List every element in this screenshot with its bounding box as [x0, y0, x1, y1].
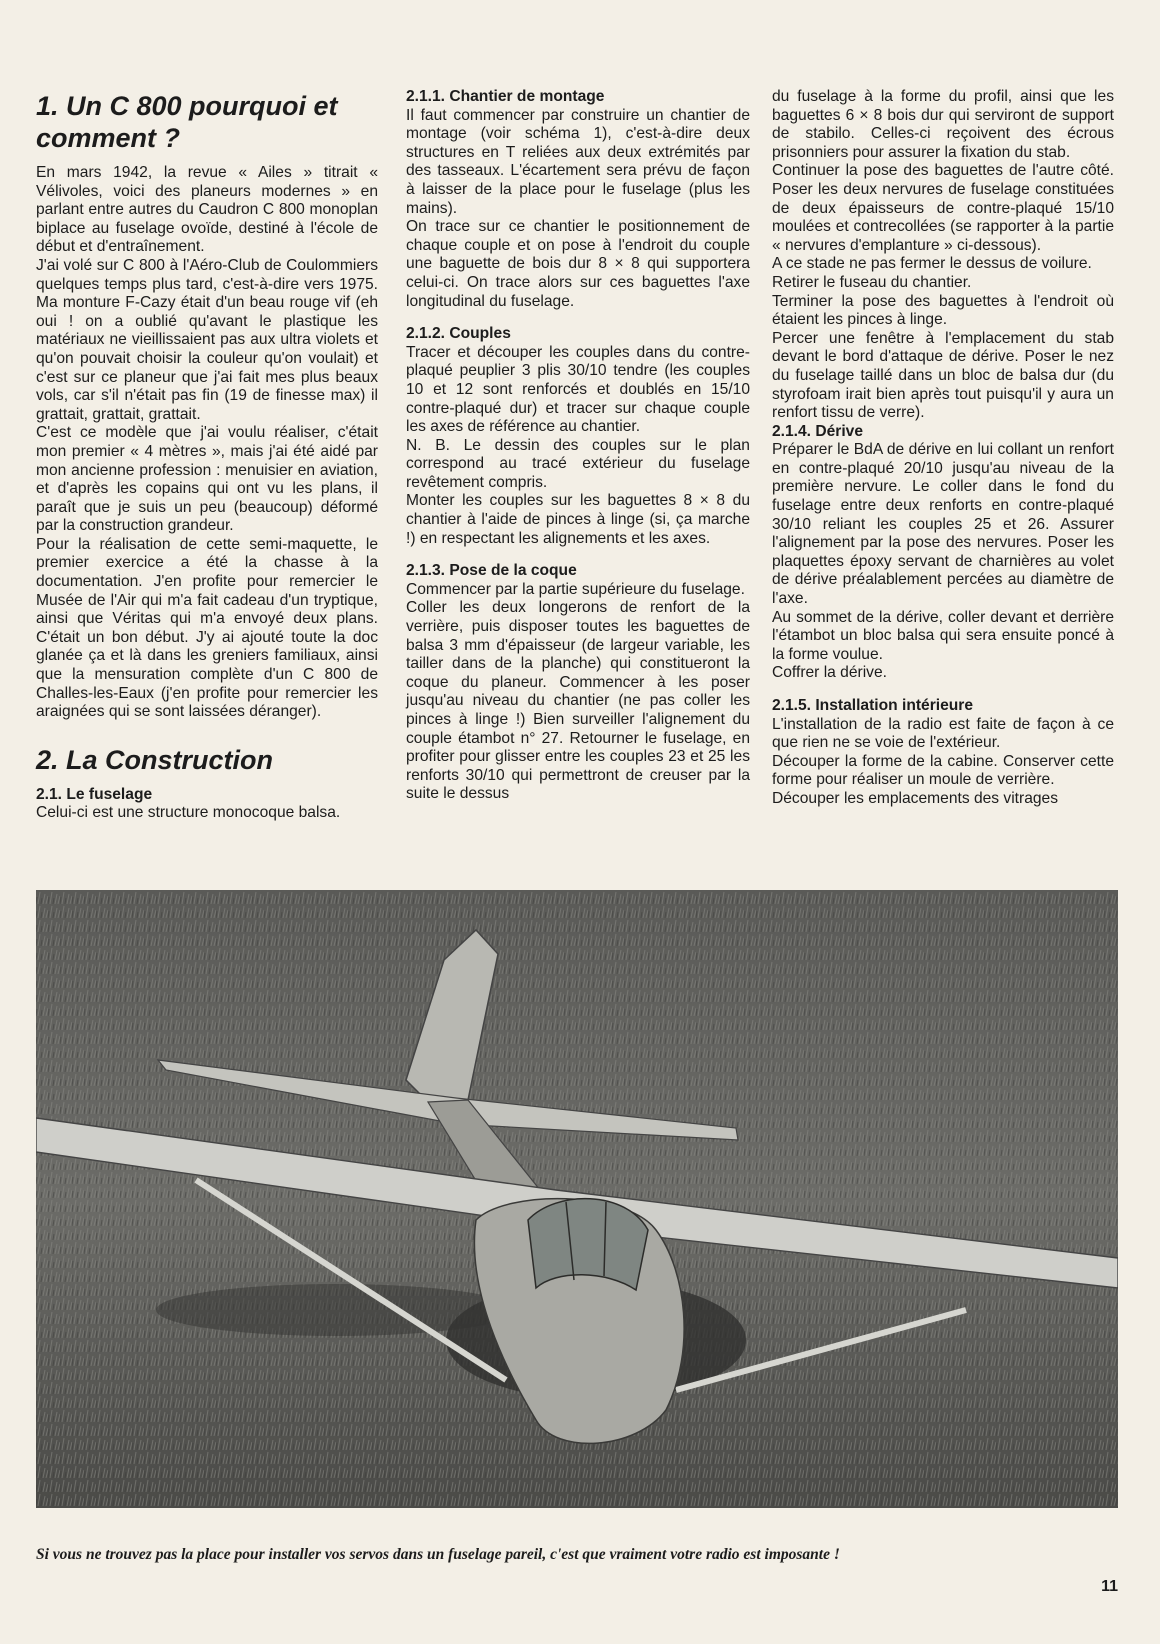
paragraph: Celui-ci est une structure monocoque balsa.	[36, 804, 341, 822]
section-title: 2. La Construction	[36, 744, 274, 775]
subsection-title: 2.1. Le fuselage	[36, 785, 153, 803]
paragraph: Découper la forme de la cabine. Conserver cette forme pour réaliser un moule de verrière.	[772, 752, 1114, 789]
column-3	[772, 88, 1114, 809]
paragraph: En mars 1942, la revue « Ailes » titrait « Vélivoles, voici des planeurs modernes » en parlant entre autres du Caudron C 800 monoplan biplace au fuselage ovoïde, destiné à l'école de début et d'entraînement.	[36, 164, 378, 256]
paragraph: Au sommet de la dérive, coller devant et derrière l'étambot un bloc balsa qui sera ensuite poncé à la forme voulue.	[772, 608, 1114, 663]
paragraph: N. B. Le dessin des couples sur le plan correspond au tracé extérieur du fuselage revêtement compris.	[406, 436, 750, 491]
paragraph: Terminer la pose des baguettes à l'endroit où étaient les pinces à linge.	[772, 292, 1114, 329]
paragraph: Découper les emplacements des vitrages	[772, 789, 1059, 807]
paragraph: du fuselage à la forme du profil, ainsi que les baguettes 6 × 8 bois dur qui serviront de support de stabilo. Celles-ci reçoivent des écrous prisonniers pour assurer la fixation du stab.	[772, 88, 1114, 161]
paragraph: J'ai volé sur C 800 à l'Aéro-Club de Coulommiers quelques temps plus tard, c'est-à-dire vers 1975. Ma monture F-Cazy était d'un beau rouge vif (eh oui ! on a oublié qu'avant le plastique les matériaux ne vieillissaient pas aux ultra violets et qu'on pouvait choisir la couleur qu'on voulait) et c'est sur ce planeur que j'ai fait mes plus beaux vols, car s'il n'était pas fin (19 de finesse max) il grattait, grattait, grattait.	[36, 256, 378, 423]
paragraph: A ce stade ne pas fermer le dessus de voilure.	[772, 255, 1092, 273]
glider-illustration	[36, 890, 1118, 1508]
column-1	[36, 88, 378, 823]
paragraph: Tracer et découper les couples dans du contre-plaqué peuplier 3 plis 30/10 tendre (les couples 10 et 12 sont renforcés et doublés en 15/10 contre-plaqué dur) et tracer sur chaque couple les axes de référence au chantier.	[406, 343, 750, 436]
subsection-title: 2.1.4. Dérive	[772, 422, 864, 440]
glider-photo	[36, 890, 1118, 1508]
column-2	[406, 88, 750, 804]
paragraph: On trace sur ce chantier le positionnement de chaque couple et on pose à l'endroit du couple une baguette de bois dur 8 × 8 qui supportera celui-ci. On trace alors sur ces baguettes l'axe longitudinal du fuselage.	[406, 218, 750, 310]
paragraph: Coller les deux longerons de renfort de la verrière, puis disposer toutes les baguettes de balsa 3 mm d'épaisseur (de largeur variable, les tailler dans de la planche) qui constitueront la coque du planeur. Commencer à les poser jusqu'au niveau du chantier (ne pas coller les pinces à linge !) Bien surveiller l'alignement du couple étambot n° 27. Retourner le fuselage, en profiter pour glisser entre les couples 23 et 25 les renforts 30/10 qui permettront de creuser par la suite le dessus	[406, 599, 750, 803]
paragraph: Préparer le BdA de dérive en lui collant un renfort en contre-plaqué 20/10 jusqu'au niveau de la première nervure. Le coller dans le fond du fuselage entre deux renforts en contre-plaqué 30/10 reliant les couples 25 et 26. Assurer l'alignement par la pose des nervures. Poser les plaquettes époxy servant de charnières au volet de dérive préalablement percées au diamètre de l'axe.	[772, 441, 1114, 608]
paragraph: Coffrer la dérive.	[772, 664, 887, 682]
paragraph: Pour la réalisation de cette semi-maquette, le premier exercice a été la chasse à la documentation. J'en profite pour remercier le Musée de l'Air qui m'a fait cadeau d'un tryptique, ainsi que Véritas qui m'a envoyé deux plans. C'était un bon début. J'y ai ajouté toute la doc glanée ça et là dans les greniers familiaux, ainsi que la mensuration complète d'un C 800 de Challes-les-Eaux (j'en profite pour remercier les araignées qui se sont laissées déranger).	[36, 535, 378, 721]
article-title: 1. Un C 800 pourquoi et comment ?	[36, 91, 338, 153]
paragraph: L'installation de la radio est faite de façon à ce que rien ne se voie de l'extérieur.	[772, 715, 1114, 752]
subsection-title: 2.1.5. Installation intérieure	[772, 697, 974, 714]
photo-caption: Si vous ne trouvez pas la place pour installer vos servos dans un fuselage pareil, c'est que vraiment votre radio est imposante !	[36, 1546, 840, 1563]
paragraph: C'est ce modèle que j'ai voulu réaliser, c'était mon premier « 4 mètres », mais j'ai été aidé par mon ancienne profession : menuisier en aviation, et d'après les copains qui ont vu les plans, il paraît que je suis un peu (beaucoup) déformé par la construction grandeur.	[36, 424, 378, 535]
subsection-title: 2.1.1. Chantier de montage	[406, 88, 605, 105]
page-number: 11	[1101, 1578, 1118, 1595]
subsection-title: 2.1.3. Pose de la coque	[406, 562, 577, 580]
subsection-title: 2.1.2. Couples	[406, 325, 511, 343]
paragraph: Continuer la pose des baguettes de l'autre côté. Poser les deux nervures de fuselage constituées de deux épaisseurs de contre-plaqué 15/10 moulées et contrecollées (se rapporter à la partie « nervures d'emplanture » ci-dessous).	[772, 162, 1114, 254]
paragraph: Commencer par la partie supérieure du fuselage.	[406, 580, 745, 598]
paragraph: Retirer le fuseau du chantier.	[772, 273, 972, 291]
paragraph: Monter les couples sur les baguettes 8 × 8 du chantier à l'aide de pinces à linge (si, ça marche !) en respectant les alignements et les axes.	[406, 492, 750, 547]
paragraph: Percer une fenêtre à l'emplacement du stab devant le bord d'attaque de dérive. Poser le nez du fuselage taillé dans un bloc de balsa dur (du styrofoam irait bien après tout puisqu'il y aura un renfort tissu de verre).	[772, 329, 1114, 422]
paragraph: Il faut commencer par construire un chantier de montage (voir schéma 1), c'est-à-dire deux structures en T reliées aux deux extrémités par des tasseaux. L'écartement sera prévu de façon à laisser de la place pour le fuselage (plus les mains).	[406, 106, 750, 217]
